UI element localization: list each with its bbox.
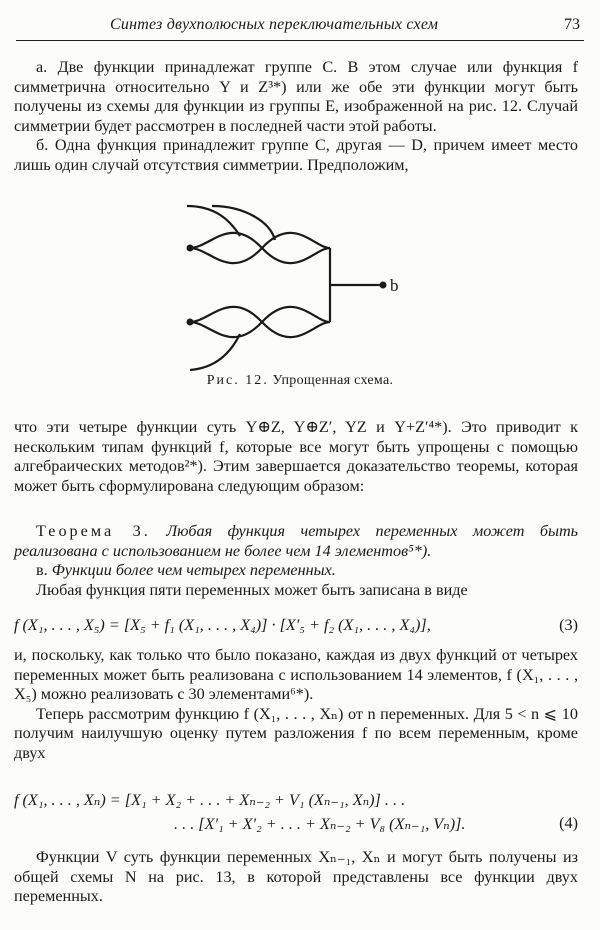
lower-feed-wire xyxy=(190,334,240,370)
paragraph-a-block xyxy=(14,58,578,176)
figure-caption xyxy=(0,373,600,389)
theorem-head: Теорема 3. xyxy=(36,522,151,540)
paragraph-e: и, поскольку, как только что было показано, каждая из двух функций от четырех переменных может быть реализована с использованием 14 элементов, f (X₁, . . . , X₅) можно реализовать с 30 элементами⁶*). xyxy=(14,646,578,704)
formula-4-line1: f (X₁, . . . , Xₙ) = [X₁ + X₂ + . . . + Xₙ₋₂ + V₁ (Xₙ₋₁, Xₙ)] . . . xyxy=(14,791,406,809)
theorem-3 xyxy=(14,522,578,561)
output-label: b xyxy=(390,276,399,295)
header-rule xyxy=(16,40,584,41)
formula-4-number: (4) xyxy=(559,814,578,832)
upper-feed-wire xyxy=(187,206,240,236)
formula-3-number: (3) xyxy=(559,616,578,634)
formula-4-line2: . . . [X′₁ + X′₂ + . . . + Xₙ₋₂ + V₈ (Xₙ₋₁, Vₙ)]. xyxy=(174,815,466,833)
section-v-heading xyxy=(14,561,578,581)
paragraph-c-block xyxy=(14,418,578,496)
formula-4-line2-row xyxy=(14,814,578,834)
theorem-text: Любая функция четырех переменных может быть реализована с использованием не более чем 14 элементов⁵*). xyxy=(14,522,578,560)
running-title: Синтез двухполюсных переключательных схем xyxy=(110,16,439,33)
figure-caption-label: Рис. 12. xyxy=(206,373,269,388)
paragraph-b: б. Одна функция принадлежит группе C, другая — D, причем имеет место лишь один случай отсутствия симметрии. Предположим, xyxy=(14,136,578,174)
output-terminal xyxy=(380,282,387,289)
formula-3-text: f (X₁, . . . , X₅) = [X₅ + f₁ (X₁, . . . , X₄)] · [X′₅ + f₂ (X₁, . . . , X₄)], xyxy=(14,616,431,634)
paragraph-g-block xyxy=(14,848,578,907)
lower-left-terminal xyxy=(187,319,194,326)
page-number: 73 xyxy=(564,16,580,33)
formula-3 xyxy=(14,616,578,635)
paragraph-d: Любая функция пяти переменных может быть записана в виде xyxy=(36,580,468,599)
paragraph-a: а. Две функции принадлежат группе C. В этом случае или функция f симметрична относительно Y и Z³*) или же обе эти функции могут быть получены из схемы для функции из группы E, изображенной на рис. 12. Случай симметрии будет рассмотрен в последней части этой работы. xyxy=(14,58,578,135)
section-v-label: в. xyxy=(36,561,48,580)
figure-caption-text: Упрощенная схема. xyxy=(272,373,394,388)
paragraph-g: Функции V суть функции переменных Xₙ₋₁, Xₙ и могут быть получены из общей схемы N на рис. 13, в которой представлены все функции двух переменных. xyxy=(14,848,578,906)
upper-left-terminal xyxy=(187,245,194,252)
paragraph-c: что эти четыре функции суть Y⊕Z, Y⊕Z′, YZ и Y+Z′⁴*). Это приводит к нескольким типам функций f, которые все могут быть упрощены с помощью алгебраических методов²*). Этим завершается доказательство теоремы, которая может быть сформулирована следующим образом: xyxy=(14,418,578,495)
paragraph-f: Теперь рассмотрим функцию f (X₁, . . . , Xₙ) от n переменных. Для 5 < n ⩽ 10 получим наилучшую оценку путем разложения f по всем переменным, кроме двух xyxy=(14,704,578,762)
paragraph-e-block xyxy=(14,646,578,764)
figure-12-circuit xyxy=(0,192,600,382)
theorem-block xyxy=(14,522,578,600)
section-v-title: Функции более чем четырех переменных. xyxy=(51,561,336,580)
